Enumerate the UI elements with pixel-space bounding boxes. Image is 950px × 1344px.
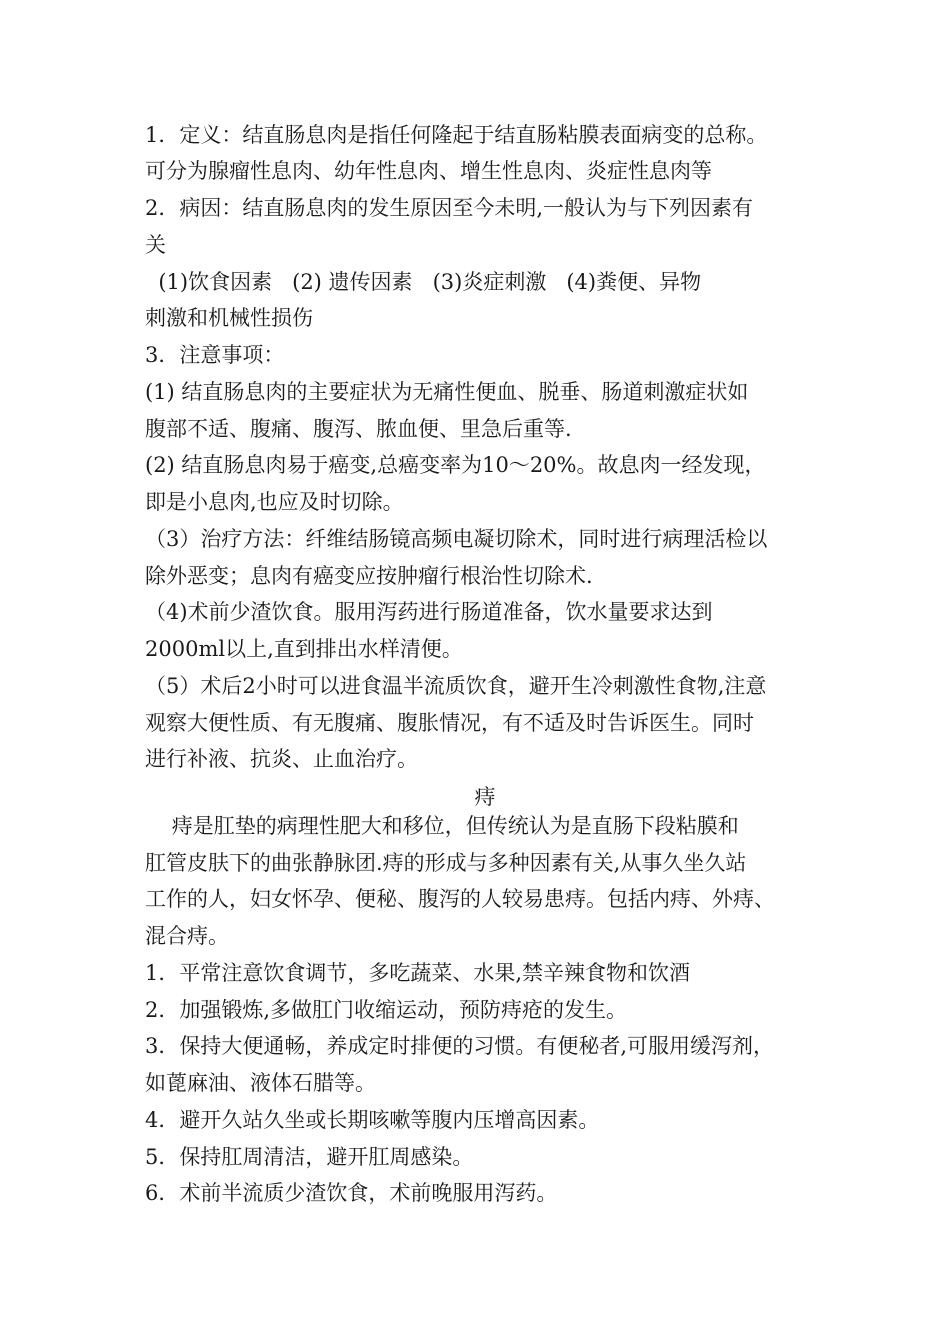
text-line: 关 <box>145 233 166 257</box>
section-heading: 痔 <box>474 785 496 809</box>
text-line: (1)饮食因素 (2) 遗传因素 (3)炎症刺激 (4)粪便、异物 <box>145 270 702 294</box>
text-line: 刺激和机械性损伤 <box>145 306 313 330</box>
text-line: 1．平常注意饮食调节，多吃蔬菜、水果,禁辛辣食物和饮酒 <box>145 961 691 985</box>
text-line: 可分为腺瘤性息肉、幼年性息肉、增生性息肉、炎症性息肉等 <box>145 159 712 183</box>
text-line: 2．病因：结直肠息肉的发生原因至今未明,一般认为与下列因素有 <box>145 196 754 220</box>
text-line: 5．保持肛周清洁，避开肛周感染。 <box>145 1145 474 1169</box>
text-line: 2．加强锻炼,多做肛门收缩运动，预防痔疮的发生。 <box>145 998 628 1022</box>
text-line: 6．术前半流质少渣饮食，术前晚服用泻药。 <box>145 1181 558 1205</box>
text-line: 即是小息肉,也应及时切除。 <box>145 490 404 514</box>
text-line: 1．定义：结直肠息肉是指任何隆起于结直肠粘膜表面病变的总称。 <box>145 123 768 147</box>
text-line: 观察大便性质、有无腹痛、腹胀情况，有不适及时告诉医生。同时 <box>145 711 754 735</box>
text-line: 3．保持大便通畅，养成定时排便的习惯。有便秘者,可服用缓泻剂， <box>145 1034 775 1058</box>
text-line: 腹部不适、腹痛、腹泻、脓血便、里急后重等. <box>145 417 572 441</box>
text-line: 工作的人，妇女怀孕、便秘、腹泻的人较易患痔。包括内痔、外痔、 <box>145 887 775 911</box>
text-line: （5）术后2小时可以进食温半流质饮食，避开生冷刺激性食物,注意 <box>145 674 767 698</box>
text-line: (1) 结直肠息肉的主要症状为无痛性便血、脱垂、肠道刺激症状如 <box>145 380 749 404</box>
text-line: 痔是肛垫的病理性肥大和移位，但传统认为是直肠下段粘膜和 <box>145 814 739 838</box>
text-line: 除外恶变；息肉有癌变应按肿瘤行根治性切除术. <box>145 564 593 588</box>
text-line: 3．注意事项： <box>145 343 285 367</box>
text-line: 混合痔。 <box>145 924 229 948</box>
text-line: 进行补液、抗炎、止血治疗。 <box>145 747 418 771</box>
text-line: （4)术前少渣饮食。服用泻药进行肠道准备，饮水量要求达到 <box>145 600 713 624</box>
text-line: 肛管皮肤下的曲张静脉团.痔的形成与多种因素有关,从事久坐久站 <box>145 851 747 875</box>
text-line: 如蓖麻油、液体石腊等。 <box>145 1071 376 1095</box>
text-line: (2) 结直肠息肉易于癌变,总癌变率为10～20%。故息肉一经发现， <box>145 453 766 477</box>
text-line: （3）治疗方法：纤维结肠镜高频电凝切除术，同时进行病理活检以 <box>145 527 768 551</box>
text-line: 4．避开久站久坐或长期咳嗽等腹内压增高因素。 <box>145 1108 600 1132</box>
text-line: 2000ml以上,直到排出水样清便。 <box>145 637 463 661</box>
